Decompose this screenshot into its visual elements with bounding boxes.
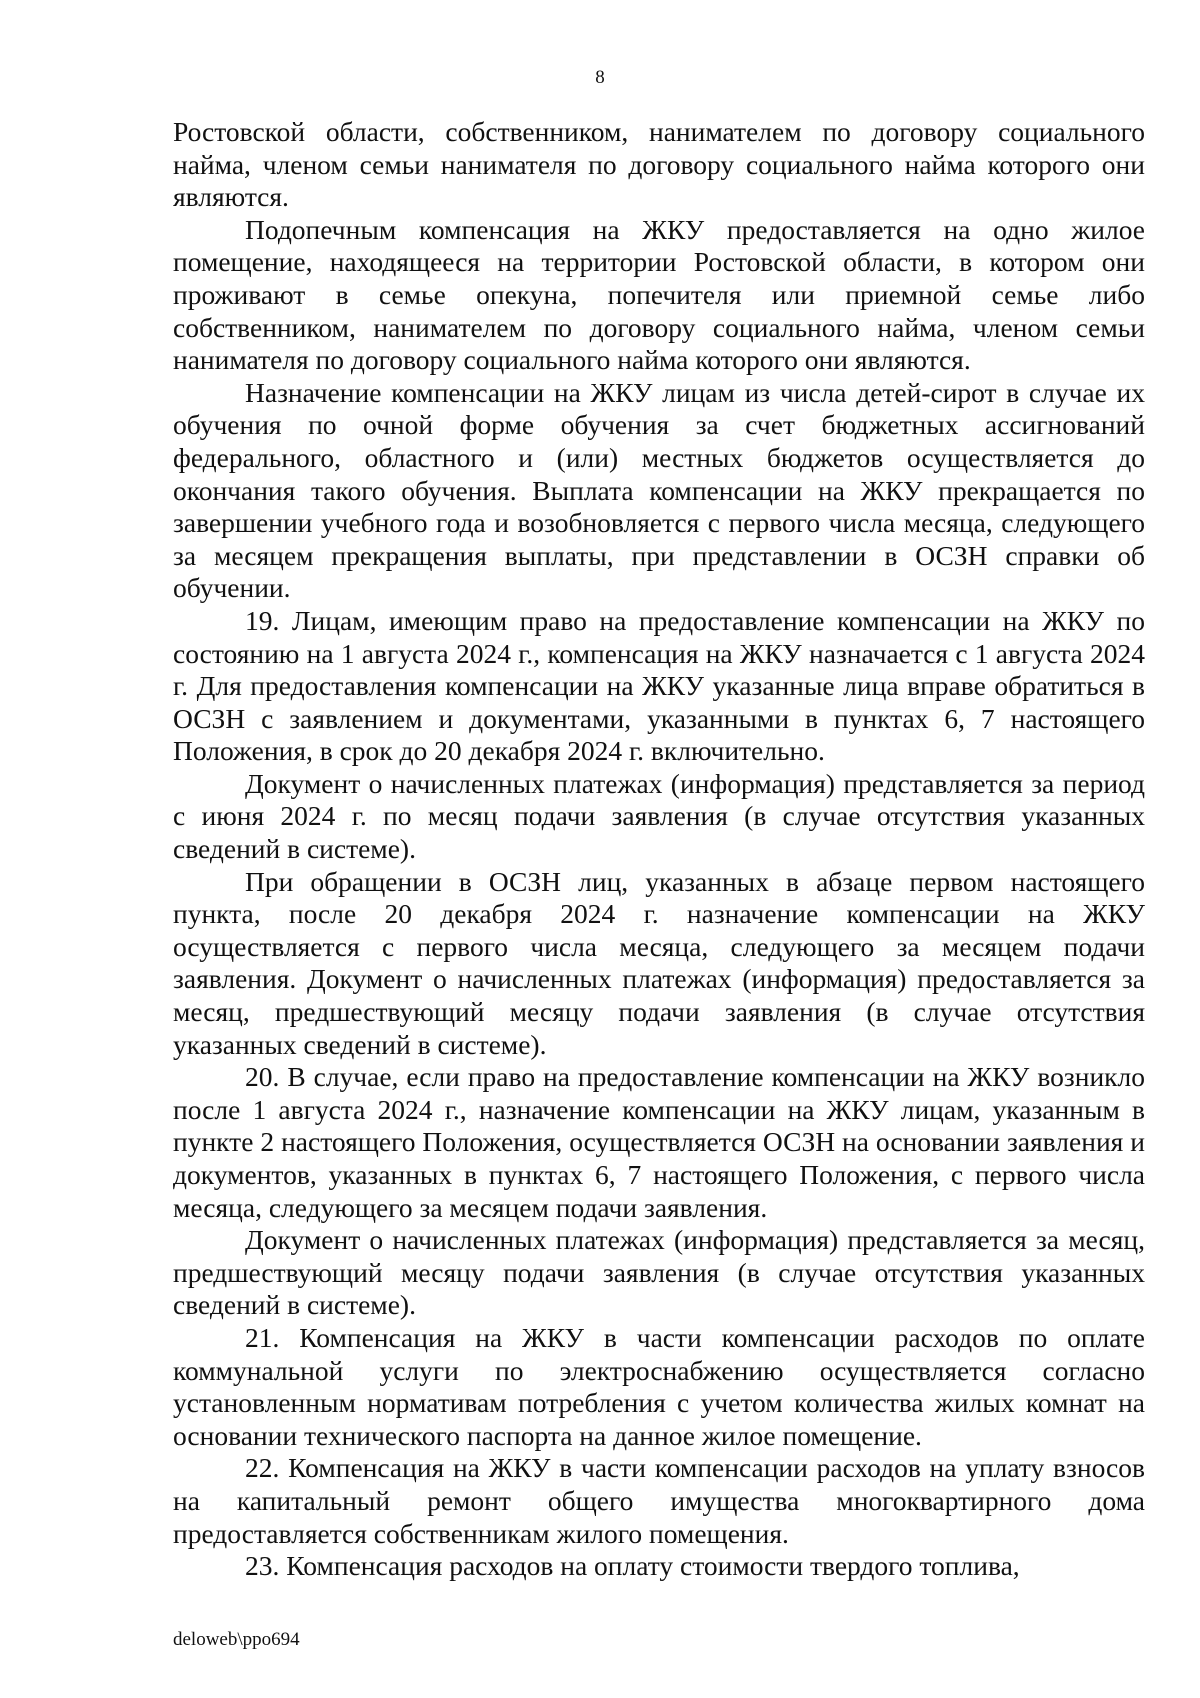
paragraph-2: Подопечным компенсация на ЖКУ предоставляется на одно жилое помещение, находящееся на территории Ростовской области, в котором они проживают в семье опекуна, попечителя или приемной семье либо собственником, нанимателем по договору социального найма, членом семьи нанимателя по договору социального найма которого они являются. (173, 213, 1145, 376)
paragraph-item-23: 23. Компенсация расходов на оплату стоимости твердого топлива, (245, 1550, 1020, 1582)
paragraph-item-22: 22. Компенсация на ЖКУ в части компенсации расходов на уплату взносов на капитальный ремонт общего имущества многоквартирного дома предоставляется собственникам жилого помещения. (173, 1452, 1145, 1549)
paragraph-item-20: 20. В случае, если право на предоставление компенсации на ЖКУ возникло после 1 августа 2024 г., назначение компенсации на ЖКУ лицам, указанным в пункте 2 настоящего Положения, осуществляется ОСЗН на основании заявления и документов, указанных в пунктах 6, 7 настоящего Положения, с первого числа месяца, следующего за месяцем подачи заявления. (173, 1061, 1145, 1223)
paragraph-5: Документ о начисленных платежах (информация) представляется за период с июня 2024 г. по месяц подачи заявления (в случае отсутствия указанных сведений в системе). (173, 767, 1145, 865)
paragraph-item-21: 21. Компенсация на ЖКУ в части компенсации расходов по оплате коммунальной услуги по электроснабжению осуществляется согласно установленным нормативам потребления с учетом количества жилых комнат на основании технического паспорта на данное жилое помещение. (173, 1321, 1145, 1451)
paragraph-item-19: 19. Лицам, имеющим право на предоставление компенсации на ЖКУ по состоянию на 1 августа 2024 г., компенсация на ЖКУ назначается с 1 августа 2024 г. Для предоставления компенсации на ЖКУ указанные лица вправе обратиться в ОСЗН с заявлением и документами, указанными в пунктах 6, 7 настоящего Положения, в срок до 20 декабря 2024 г. включительно. (173, 604, 1145, 767)
footer-file-path: deloweb\ppo694 (173, 1629, 300, 1650)
page-number: 8 (595, 67, 605, 88)
paragraph-8: Документ о начисленных платежах (информация) представляется за месяц, предшествующий месяцу подачи заявления (в случае отсутствия указанных сведений в системе). (173, 1224, 1145, 1321)
paragraph-3: Назначение компенсации на ЖКУ лицам из числа детей-сирот в случае их обучения по очной форме обучения за счет бюджетных ассигнований федерального, областного и (или) местных бюджетов осуществляется до окончания такого обучения. Выплата компенсации на ЖКУ прекращается по завершении учебного года и возобновляется с первого числа месяца, следующего за месяцем прекращения выплаты, при представлении в ОСЗН справки об обучении. (173, 376, 1145, 604)
paragraph-6: При обращении в ОСЗН лиц, указанных в абзаце первом настоящего пункта, после 20 декабря 2024 г. назначение компенсации на ЖКУ осуществляется с первого числа месяца, следующего за месяцем подачи заявления. Документ о начисленных платежах (информация) предоставляется за месяц, предшествующий месяцу подачи заявления (в случае отсутствия указанных сведений в системе). (173, 865, 1145, 1060)
paragraph-1: Ростовской области, собственником, нанимателем по договору социального найма, членом семьи нанимателя по договору социального найма которого они являются. (173, 116, 1145, 213)
document-body (173, 116, 1145, 1583)
